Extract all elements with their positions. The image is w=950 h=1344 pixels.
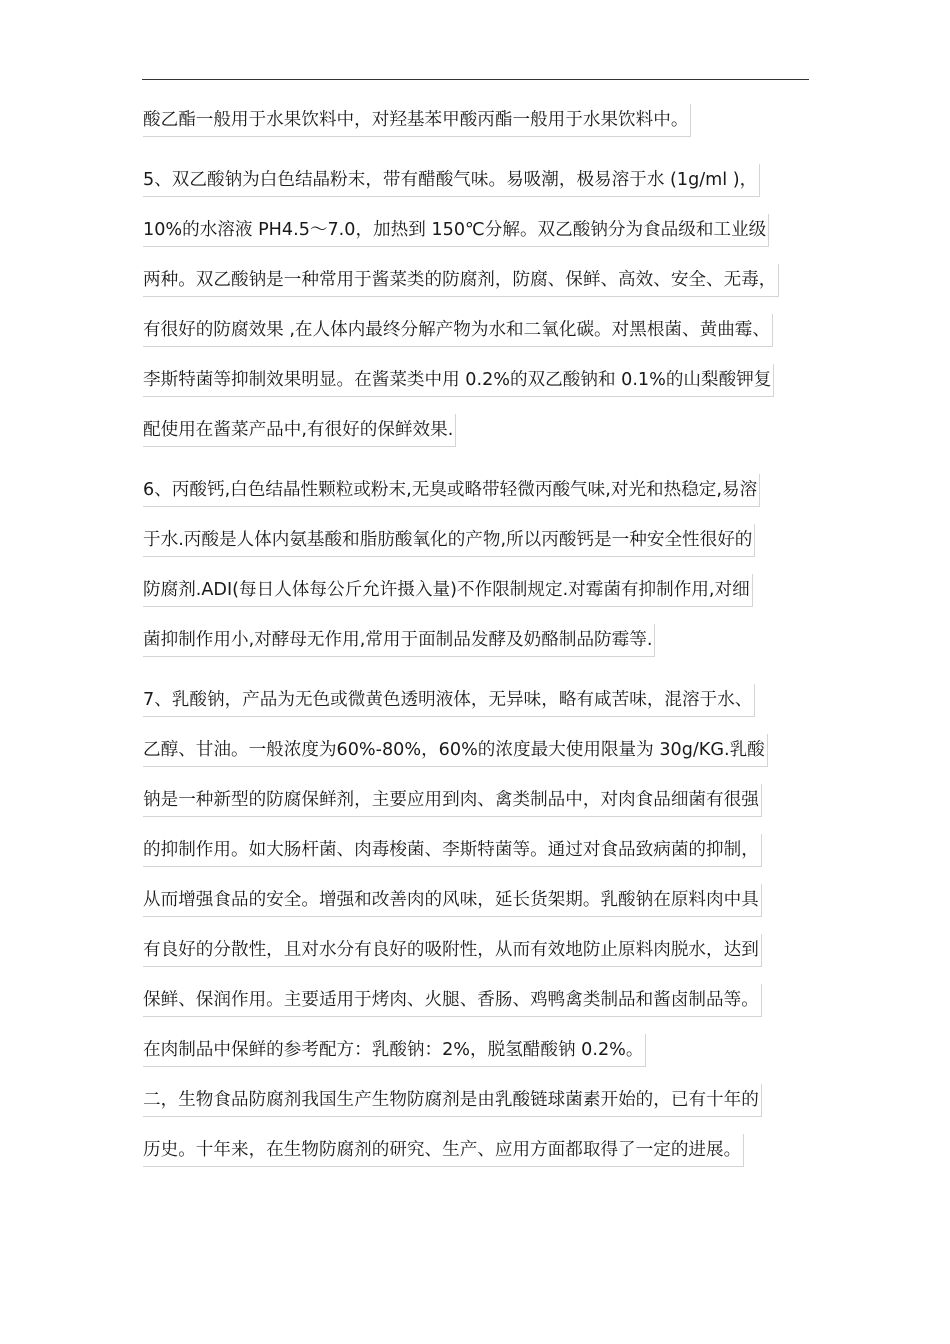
text-segment: 开始的，已有十年的 [600,1089,759,1110]
text-line: 6、丙酸钙,白色结晶性颗粒或粉末,无臭或略带轻微丙酸气味,对光和热稳定,易溶 [143,465,807,515]
text-line: 历史。十年来，在生物防腐剂的研究、生产、应用方面都取得了一定的进展。 [143,1125,807,1175]
text-line: 两种。双乙酸钠是一种常用于酱菜类的防腐剂，防腐、保鲜、高效、安全、无毒， [143,255,807,305]
text-line: 酸乙酯一般用于水果饮料中，对羟基苯甲酸丙酯一般用于水果饮料中。 [143,95,807,145]
document-body [143,95,807,1175]
text-line: 保鲜、保润作用。主要适用于烤肉、火腿、香肠、鸡鸭禽类制品和酱卤制品等。 [143,975,807,1025]
text-line [143,1075,807,1125]
text-line: 乙醇、甘油。一般浓度为60%-80%，60%的浓度最大使用限量为 30g/KG.乳酸 [143,725,807,775]
nisin-link[interactable]: 乳酸链球菌素 [494,1089,601,1110]
text-line: 于水.丙酸是人体内氨基酸和脂肪酸氧化的产物,所以丙酸钙是一种安全性很好的 [143,515,807,565]
text-line: 李斯特菌等抑制效果明显。在酱菜类中用 0.2%的双乙酸钠和 0.1%的山梨酸钾复 [143,355,807,405]
text-line: 有良好的分散性，且对水分有良好的吸附性，从而有效地防止原料肉脱水，达到 [143,925,807,975]
paragraph-esters-continued [143,95,807,145]
text-line: 7、乳酸钠，产品为无色或微黄色透明液体，无异味，略有咸苦味，混溶于水、 [143,675,807,725]
paragraph-sodium-diacetate [143,155,807,455]
text-line: 防腐剂.ADI(每日人体每公斤允许摄入量)不作限制规定.对霉菌有抑制作用,对细 [143,565,807,615]
text-line: 菌抑制作用小,对酵母无作用,常用于面制品发酵及奶酪制品防霉等. [143,615,807,665]
text-line: 钠是一种新型的防腐保鲜剂，主要应用到肉、禽类制品中，对肉食品细菌有很强 [143,775,807,825]
text-line: 5、双乙酸钠为白色结晶粉末，带有醋酸气味。易吸潮，极易溶于水 (1g/ml )， [143,155,807,205]
paragraph-reference-formula [143,1025,807,1075]
text-line: 有很好的防腐效果 ,在人体内最终分解产物为水和二氧化碳。对黑根菌、黄曲霉、 [143,305,807,355]
text-line: 配使用在酱菜产品中,有很好的保鲜效果. [143,405,807,455]
paragraph-sodium-lactate [143,675,807,1025]
text-line: 10%的水溶液 PH4.5～7.0，加热到 150℃分解。双乙酸钠分为食品级和工业级 [143,205,807,255]
paragraph-bio-preservatives [143,1075,807,1175]
text-line: 从而增强食品的安全。增强和改善肉的风味，延长货架期。乳酸钠在原料肉中具 [143,875,807,925]
text-line: 的抑制作用。如大肠杆菌、肉毒梭菌、李斯特菌等。通过对食品致病菌的抑制， [143,825,807,875]
header-rule [142,79,809,80]
text-segment: 二，生物食品防腐剂我国生产生物防腐剂是由 [143,1089,495,1110]
paragraph-calcium-propionate [143,465,807,665]
text-line: 在肉制品中保鲜的参考配方：乳酸钠：2%，脱氢醋酸钠 0.2%。 [143,1025,807,1075]
